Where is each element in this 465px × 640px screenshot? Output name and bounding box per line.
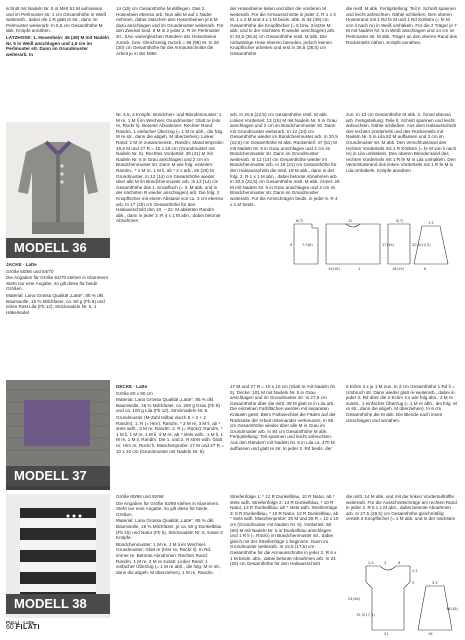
- pulli-dim-label: 5: [412, 581, 415, 585]
- jacke-dim-label: 1: [358, 267, 361, 271]
- text-c3-mid: arb. In 20,5 (22,5) cm Gesamthöhe restl. M abk. Linkes Vorderteil: 13 (15) M mit Nadeln Nr. 5 in Grau anschlagen und 2 cm im Bündchenmuster str. Dann mit Grundmuster weiterarb. In 12 (14) cm Gesamthöhe wieder im Bündchenmuster arb. In 20,5 (22,5) cm Gesamthöhe M abk. Rückenteil: 47 (51) M mit Nadeln Nr. 5 in Grau anschlagen und 2 cm im Bündchenmuster str. Dann im Grundmuster weiterarb. In 12 (14) cm Gesamthöhe wieder im Bündchenmuster arb. In 19 (21) cm Gesamthöhe für den Halsausschnitt die mittl. 19 M abk., dann in der folg. 2. R 1 x 1 M abn., dabei betonte Abnahmen arb. In 20,5 (22,5) cm Gesamthöhe restl. M abk. Ärmel: 28 M mit Nadeln Nr. 5 in Grau anschlagen und 2 cm im Bündchenmuster str. Dann im Grundmuster weiterarb. Für die Armschrägen beids. in jeder 6. R 4 x 1 M beids.: [230, 112, 340, 207]
- model-36-intro: Die Angaben für Größe 64/70 stehen in Klammern. Steht nur eine Angabe, so gilt diese für beide Größen.: [6, 275, 110, 292]
- text-c4-mid: zun. In 13 cm Gesamthöhe M abk. 2. Ärmel ebenso arb. Fertigstellung: Teile lt. Schnitt spannen und leicht anfeuchten. Nähte schließen. Aus dem Halsausschnitt des rechten Vorderteils und des Rückenteils mit Nadeln Nr. 5 in Lila 52 M auffassen und 3 cm im Grundmuster str. M abk. Den Verschlussrand des rechten Vorderteils mit 1 R Krebsm (= fe M von li nach re) in Lila umhäkeln. Den oberen Blendenrand des rechten Vorderteils mit 1 R fe M in Lila umhäkeln. Den Verschlussrand des linken Vorderteils mit 1 R fe M in Lila umhäkeln. Knöpfe annähen.: [346, 112, 457, 173]
- jacke-schematic: [288, 216, 460, 272]
- page-footer: [6, 624, 40, 631]
- text-c3-top: der Hosenbeine teilen und über die vorderen M weiterarb. Für die Armausschnitte in jeder 2. R 1 x 3 M, 1 x 2 M und 4 x 1 M beids. abk. In 34 (39) cm Gesamthöhe die Knopflöcher (= 5 bzw. 3 letzte M abk. und in der nächsten R wieder anschlagen) arb. In 34,5 (36,5) cm Gesamthöhe restl. M abk. Die rückwärtige Hose ebenso beenden, jedoch keinen Knopflöcher arbeiten und erst in 36,5 (38,5) cm Gesamthöhe: [230, 6, 336, 56]
- pulli-dim-label: 16: [428, 632, 433, 636]
- text-c1-top: schnitt mit Nadeln Nr. 5 in Mint 51 M aufnassen und im Perlmuster str. 1 cm Gesamthöhe in Weiß weiterarb., dabei die 1 R glatt re str., dann im Perlmuster weiterarb. In 5,5 cm Gesamthöhe M abk. Knöpfe annähen.: [6, 6, 107, 34]
- text-c2-pulli: Bündchenmuster: 1 M re, 1 M li im Wechsel. Grundmuster: Glatt re (Hinr re, Rückr li). In Rd: immer re. Betonte Abnahmen: Rechter Rand: Randm, 1 M re, 2 M re zusstr. Linker Rand: 1 einfacher Überzug (= 1 M re abh., die folg. M re str., dann die abgeh. M überziehen), 1 M re, Randm.: [116, 541, 222, 575]
- pulli-dim-label: 3: [384, 561, 387, 565]
- model-36-sizes: Größe 50/56 und 64/70: [6, 268, 54, 274]
- jacke-dim-label: 18(19): [392, 267, 404, 271]
- pulli-dim-label: 21: [384, 632, 389, 636]
- pulli-schematic: [346, 556, 460, 636]
- jacke-dim-label: 20,5(22,5): [412, 243, 431, 247]
- jacke-dim-label: 6: [290, 243, 293, 247]
- model-36-info: [6, 262, 110, 316]
- text-c3-pulli: Streifenfolge 1: * 12 R Dunkelblau, 10 R Natur, ab * stets wdh. Streifenfolge 2: 14 R Dunkelblau, * 10 R Natur, 12 R Dunkelblau, ab * stets wdh. Streifenfolge 3: 8 R Dunkelblau, * 10 R Natur, 12 R Dunkelblau, ab * stets wdh. Maschenprobe: 20 M und 28 R = 10 x 10 cm (Grundmuster mit Nadeln Nr. 5). Vorderteil: 58 (60) M mit Nadeln Nr. 5 in Dunkelblau anschlagen und 1 R li (= Rückr) im Bündchenmuster str., dabei gleich mit der Streifenfolge 1 beginnen. Dann im Grundmuster weiterarb. In 15,5 (17,5) cm Gesamthöhe für die Armausschnitte in jeder 2. R 5 x 1 M beids. abn., dabei betonte Abnahmen arb. In 24 (26) cm Gesamthöhe für den Halsausschnitt: [230, 494, 339, 567]
- jacke-dim-label: 1,5: [428, 221, 434, 225]
- jacke-dim-label: 7,5(8): [302, 243, 313, 247]
- text-col3-pulli: [230, 494, 340, 568]
- photo-model-38: [6, 494, 110, 618]
- jacke-dim-label: 12: [348, 219, 353, 223]
- text-col3-mid: [230, 112, 340, 208]
- text-c4-top: die restl. M abk. Fertigstellung: Teil II. Schnitt spannen und leicht anfeuchten. Nähte schließen. Den oberen Hosenrand mit 1 Rd fe M und 1 Rd Krebsm (= fe M von li nach re) in Weiß umhäkeln. Für die 2 Träger je 7 M mit Nadeln Nr. 5 in Weiß anschlagen und 14 cm im Perlmuster str. M abk. Träger an den oberen Rand des Rückenteils nähen. Knöpfe annähen.: [346, 6, 458, 45]
- model-37-material: Material: Lana Grossa Qualität „Latte“, 85 % dkl. Baumwolle, 15 % Milchfaser, ca. 250 g Grau (Fb 8) und ca. 100 g Lila (Fb 12), Stricknadeln Nr. 5.: [116, 397, 220, 414]
- jacke-dim-label: 19(18): [328, 267, 340, 271]
- model-36-material: Material: Lana Grossa Qualität „Latte“, 85 % dkl. Baumwolle, 15 % Milchfaser, ca. 50 g (Fb 8) und einen Rest Lila (Fb 12), Stricknadeln Nr. 5, 1 Häkelnadel: [6, 292, 105, 315]
- text-col3-decke: [230, 384, 340, 452]
- text-col3-top: [230, 6, 340, 57]
- text-col2-mid: [116, 112, 224, 225]
- text-c4-pulli: die mittl. 14 M abk. und mit der linken Vorderteilhälfte weiterarb. Für die Ausschnittschräge am rechten Rand in jeder 2. R 5 x 1 M abn., dabei betonte Abnahmen arb. In 27,5 (29,5) cm Gesamthöhe gleichmäßig verteilt 3 Knopflöcher (= 1 M abk. und in der nächsten: [346, 494, 457, 522]
- text-col4-mid: [346, 112, 458, 175]
- photo-model-37: [6, 380, 110, 490]
- text-col1-top: [6, 6, 110, 58]
- model-38-info: [116, 494, 224, 576]
- text-c1-latz: LATZHOSE: 1. Hosenbein: 45 (49) M mit Nadeln Nr. 5 in Weiß anschlagen und 1,5 cm im Perlmuster str. Dann im Grundmuster weiterarb. In: [6, 34, 110, 57]
- page-number: 60: [6, 624, 14, 631]
- text-col4-pulli: [346, 494, 458, 523]
- model-36-title: JACKE · Latte: [6, 262, 37, 267]
- model-37-info: [116, 384, 224, 455]
- pulli-dim-label: 15,5(17,5): [356, 613, 375, 617]
- pulli-dim-label: 8: [398, 561, 401, 565]
- text-c2-decke: Grundmuster (M-Zahl teilbar durch 6 + 3 + 2 Randm): 1. R (= Hinr): Randm, * 3 M re, 3 M li, ab * stets wdh., 3 M re, Randm. 2. R (= Rückr): Randm, * 1 M li, 1 M re, 1 M li, 3 M re, ab * stets wdh., 1 M li, 1 M re, 1 M li, Randm. Die 1. und 2. R stets wdh. Glatt re: Hinr re, Rückr li. Maschenprobe: 17 M und 27 R = 10 x 10 cm (Grundmuster mit Nadeln Nr. 5).: [116, 414, 224, 454]
- pulli-dim-label: 2,5: [412, 569, 418, 573]
- jacke-dim-label: 17(19): [382, 243, 394, 247]
- magazine-brand: FILATI: [15, 624, 41, 631]
- pulli-dim-label: 24(26): [348, 597, 360, 601]
- model-36-label: MODELL 36: [6, 238, 110, 258]
- model-37-label: MODELL 37: [6, 466, 110, 486]
- text-c2-top: 14 (15) cm Gesamthöhe M stilllegen. Das 2. Hosenbein ebenso arb. Nun alle M auf 1 Nadel nehmen, dabei zwischen den Hosenbeinen je 8 M dazu anschlagen und im Grundmuster weiterarb. Für den Zwickel beid. 8 M in 2 jeder 2. R im Perlmuster str., bzw. vierergleichen Rändern der Hosenbeine zurück. bzw. Gleichzeitig zurück = 96 (98) M. In 28 (30) cm Gesamthöhe für die Armausschnitte die Arbeit je in der Mitte: [116, 6, 224, 56]
- jacke-dim-label: 5(7): [396, 219, 404, 223]
- model-38-intro: Die Angaben für Größe 92/98 stehen in Klammern. Steht nur eine Angabe, so gilt diese für beide Größen.: [116, 500, 220, 517]
- pulli-dim-label: 2,5: [368, 561, 374, 565]
- text-col4-decke: [346, 384, 458, 424]
- text-col4-top: [346, 6, 458, 46]
- model-38-sizes: Größe 80/86 und 92/98: [116, 494, 164, 499]
- model-37-title: DECKE · Latte: [116, 384, 148, 389]
- text-c4-decke: 2 Eckm 4 x je 1 M zun. In 3 cm Gesamthöhe 1 Rd li = Umbruch str. Dann wieder glatt re weiterarb., dabei in jeder 2. Rd über die 2 Eckm 4 x wie folg abn.: 2 M re zusstr., 1 einfacher Überzug (= 1 M re abh., die folg. M re str., dann die abgeh. M überziehen). In 6 cm Gesamthöhe die M abk. Die Blende nach innen umschlagen und annähen.: [346, 384, 457, 423]
- jacke-dim-label: 6(7): [296, 219, 304, 223]
- photo-model-36: [6, 122, 110, 258]
- model-38-material: Material: Lana Grossa Qualität „Latte“, 85 % dkl. Baumwolle, 15 % Milchfaser, je ca. 50 g Dunkelblau (Fb 15) und Natur (Fb 5), Stricknadeln Nr. 5, sowie 3 Knöpfe.: [116, 518, 223, 541]
- model-37-sizes: Größe 60 x 90 cm: [116, 390, 153, 396]
- model-38-label: MODELL 38: [6, 594, 110, 614]
- pulli-dim-label: 3,5: [432, 581, 438, 585]
- model-38-title: PULLI · Latte: [6, 620, 35, 625]
- text-c2-mid: Nr. 4,5, 3 Knöpfe. Bündchen- und Blendenmuster: 1 M re, 1 M li im Wechsel. Grundmuster: Glatt re (Hin re, Rückr li). Betonte Abnahmen: Rechter Rand: Randm, 1 einfacher Überzug (= 1 M re abh., die folg. M re str., dann die abgeh. M überziehen). Linker Rand: 2 M re zusammenstr., Randm. Maschenprobe: 18,5 M und 27 R = 10 x 10 cm (Grundmuster mit Nadeln Nr. 5). Rechtes Vorderteil: 39 (41) M mit Nadeln Nr. 5 in Grau anschlagen und 2 cm im Bündchenmuster str. Dann M wie folg. einteilen: Randm., * 1 M re, 1 M li, ab * 2 x arb., 26 (28) M Grundmuster. In 12 (14) cm Gesamthöhe wieder über alle M im Bündchenmuster arb. In 13 (14) cm Gesamthöhe das 1. Knopfloch (= 3. M abk. und in der nächsten R wieder anschlagen) arb. Die folg. 2 Knopflöcher mit einem Abstand von ca. 3 cm ebenso arb. In 17 (19) cm Gesamthöhe für den Halsausschnitt den 10. – 22. M abketten Randm abk., dann in jeder 2. R 4 x 1 M abn., dabei betonte Abnahmen: [116, 112, 224, 224]
- jacke-dim-label: 8: [424, 267, 427, 271]
- text-c3-decke: 17 M und 27 R = 10 x 10 cm (Glatt re mit Nadeln Nr. 5). Decke: 101 M mit Nadeln Nr. 5 in Grau anschlagen und im Grundmuster str. In 27,5 cm Gesamthöhe über die mittl. 39 M glatt re in Lila arb. Die einzelnen Farbflächen werden mit separaten Knäueln gestr. Beim Farbwechsel die Fäden auf der Rückseite der Arbeit miteinander verkreuzen. In 58 cm Gesamthöhe wieder über alle M in Grau im Grundmuster arb. In 84 cm Gesamthöhe M abk. Fertigstellung: Teil spannen und leicht anfeuchten. Aus den Rändern mit Nadeln Nr. 5 in Lila ca. 470 M auffassen und glatt re str. In jeder 2. Rd beids. der: [230, 384, 337, 451]
- text-col2-top: [116, 6, 224, 57]
- pulli-dim-label: 16(18): [446, 607, 458, 611]
